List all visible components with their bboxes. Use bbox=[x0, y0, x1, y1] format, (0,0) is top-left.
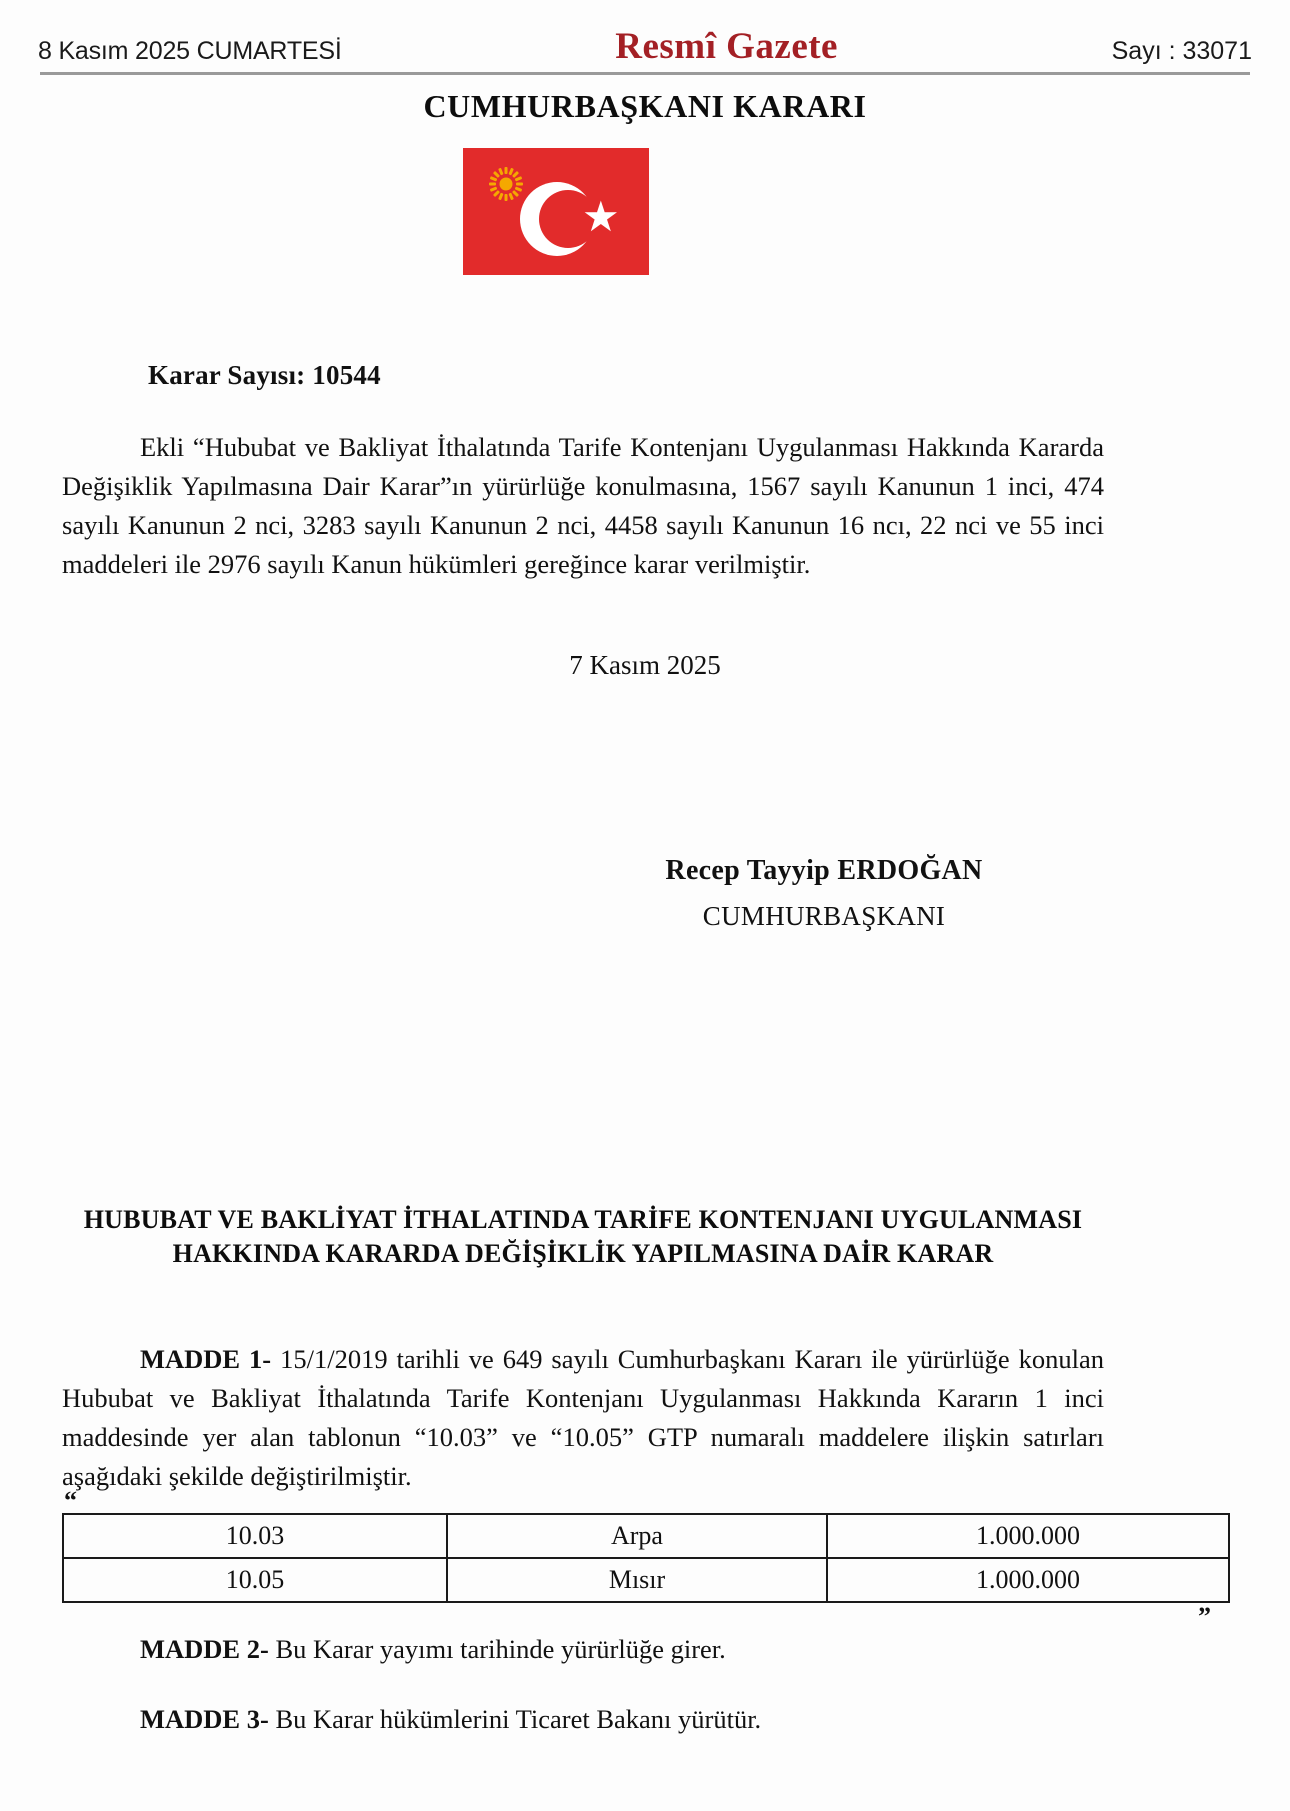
cell-gtp-code: 10.05 bbox=[63, 1558, 447, 1602]
annex-title: HUBUBAT VE BAKLİYAT İTHALATINDA TARİFE KONTENJANI UYGULANMASI HAKKINDA KARARDA DEĞİŞİKLİK YAPILMASINA DAİR KARAR bbox=[83, 1205, 1083, 1268]
gazette-masthead bbox=[38, 18, 1252, 66]
flag-field bbox=[463, 148, 649, 275]
issue-number: Sayı : 33071 bbox=[1111, 37, 1252, 65]
quote-open-mark: “ bbox=[64, 1486, 77, 1515]
table-row bbox=[63, 1558, 1229, 1602]
turkish-flag-icon bbox=[463, 148, 649, 275]
tariff-quota-table bbox=[62, 1513, 1230, 1603]
article-1-label: MADDE 1- bbox=[140, 1344, 272, 1374]
cell-quantity: 1.000.000 bbox=[827, 1558, 1229, 1602]
article-2-label: MADDE 2- bbox=[140, 1634, 269, 1664]
publication-date: 8 Kasım 2025 CUMARTESİ bbox=[38, 37, 342, 65]
decision-date: 7 Kasım 2025 bbox=[569, 650, 721, 680]
decision-number: Karar Sayısı: 10544 bbox=[148, 360, 381, 390]
star-icon: ★ bbox=[582, 195, 620, 241]
header-divider bbox=[40, 72, 1250, 75]
quote-close-mark: ” bbox=[1198, 1602, 1211, 1631]
cell-product-name: Arpa bbox=[447, 1514, 827, 1558]
article-1-paragraph bbox=[62, 1340, 1104, 1496]
article-3-label: MADDE 3- bbox=[140, 1704, 269, 1734]
gazette-title: Resmî Gazete bbox=[615, 26, 838, 67]
signatory-title: CUMHURBAŞKANI bbox=[702, 901, 946, 931]
table-row bbox=[63, 1514, 1229, 1558]
article-3-text: Bu Karar hükümlerini Ticaret Bakanı yürütür. bbox=[268, 1704, 762, 1734]
cell-quantity: 1.000.000 bbox=[827, 1514, 1229, 1558]
article-2-paragraph bbox=[62, 1630, 1104, 1669]
decision-body-paragraph: Ekli “Hububat ve Bakliyat İthalatında Tarife Kontenjanı Uygulanması Hakkında Kararda Değişiklik Yapılmasına Dair Karar”ın yürürlüğe konulmasına, 1567 sayılı Kanunun 1 inci, 474 sayılı Kanunun 2 nci, 3283 sayılı Kanunun 2 nci, 4458 sayılı Kanunun 16 ncı, 22 nci ve 55 inci maddeleri ile 2976 sayılı Kanun hükümleri gereğince karar verilmiştir. bbox=[62, 432, 1104, 579]
article-3-paragraph bbox=[62, 1700, 1104, 1739]
article-2-text: Bu Karar yayımı tarihinde yürürlüğe girer. bbox=[268, 1634, 726, 1664]
signatory-name: Recep Tayyip ERDOĞAN bbox=[665, 855, 983, 886]
page-title: CUMHURBAŞKANI KARARI bbox=[423, 88, 867, 124]
table-body bbox=[63, 1514, 1229, 1602]
cell-product-name: Mısır bbox=[447, 1558, 827, 1602]
article-1-text: 15/1/2019 tarihli ve 649 sayılı Cumhurbaşkanı Kararı ile yürürlüğe konulan Hububat ve Bakliyat İthalatında Tarife Kontenjanı Uygulanması Hakkında Kararın 1 inci maddesinde yer alan tablonun “10.03” ve “10.05” GTP numaralı maddelere ilişkin satırları aşağıdaki şekilde değiştirilmiştir. bbox=[62, 1344, 1104, 1491]
cell-gtp-code: 10.03 bbox=[63, 1514, 447, 1558]
